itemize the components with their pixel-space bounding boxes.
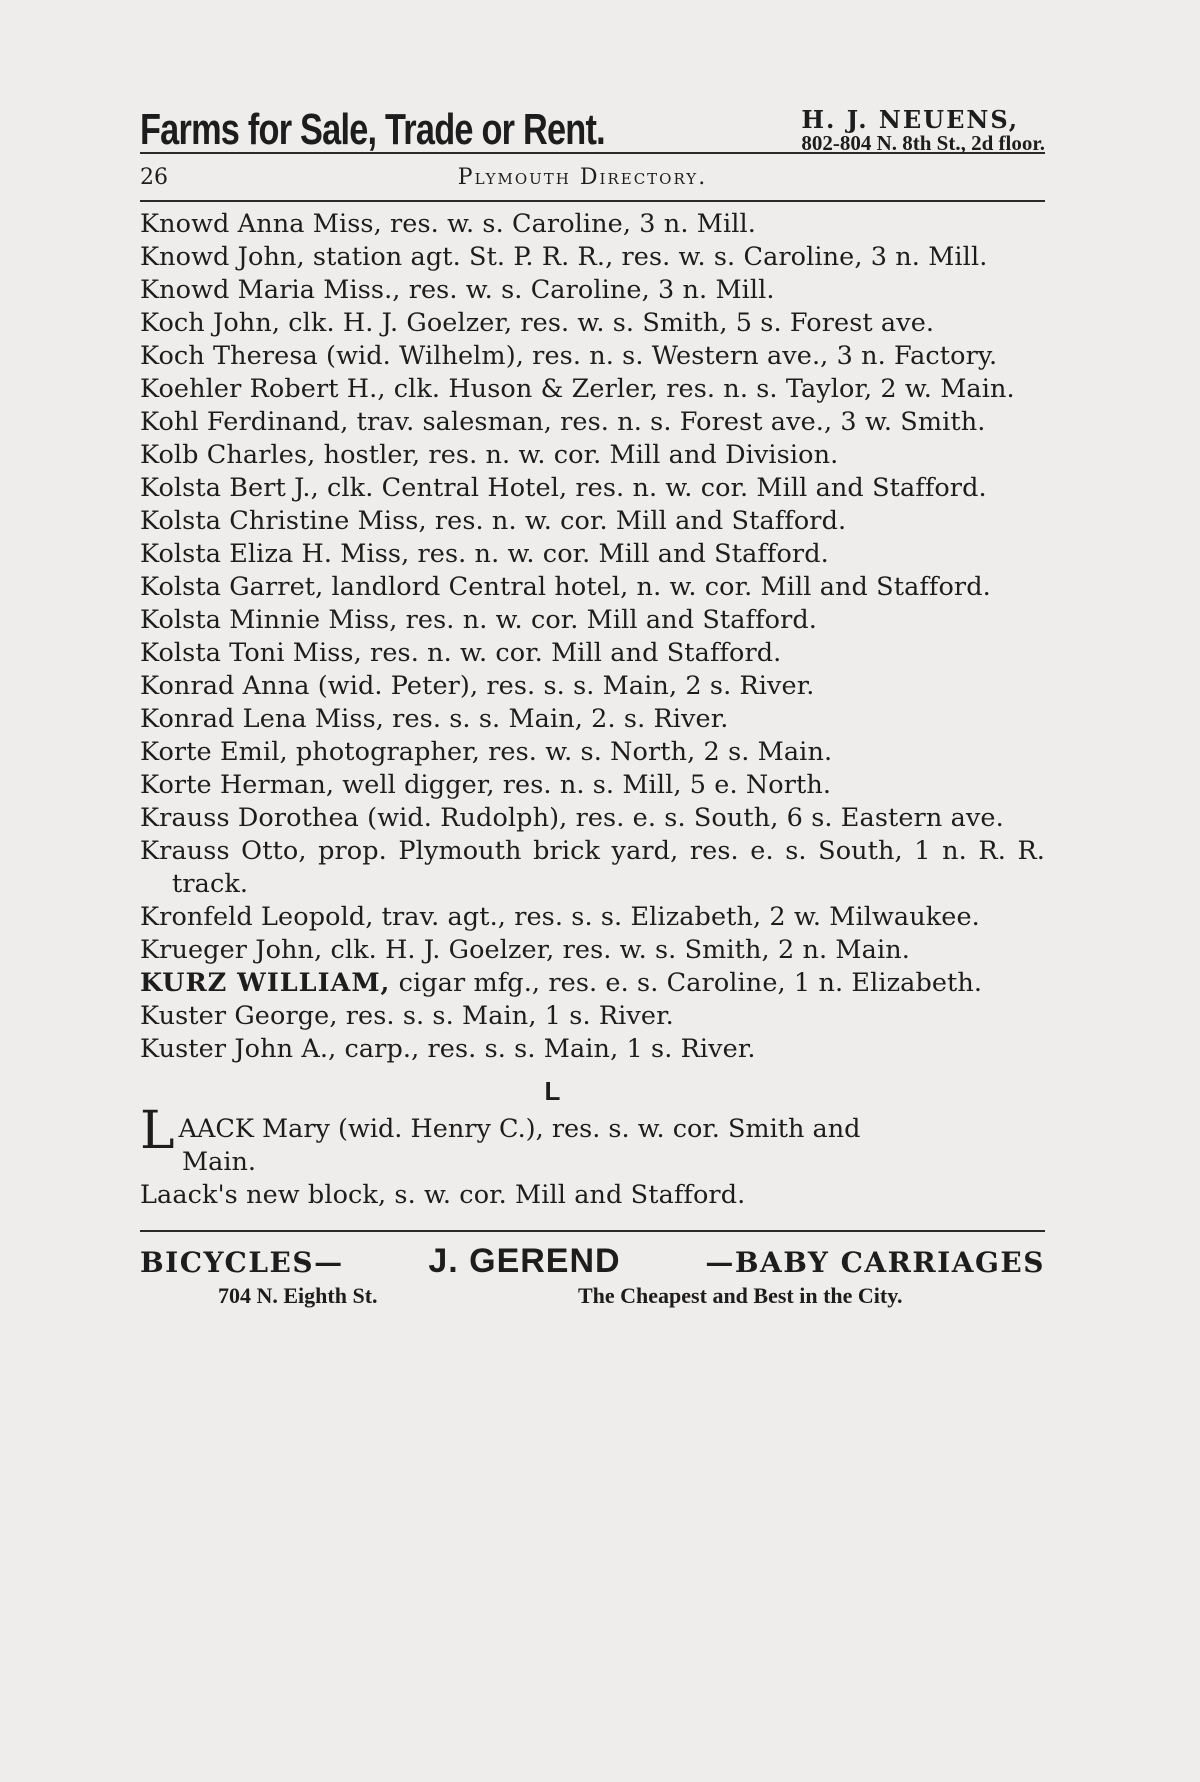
bottom-ad-subline [140,1283,1045,1309]
list-item: Korte Emil, photographer, res. w. s. North, 2 s. Main. [140,737,833,767]
ad-agent-address: 802-804 N. 8th St., 2d floor. [801,130,1045,155]
list-item: Kolsta Eliza H. Miss, res. n. w. cor. Mill and Stafford. [140,539,829,569]
laack-text: AACK Mary (wid. Henry C.), res. s. w. cor. Smith and [178,1114,861,1144]
list-item: Konrad Anna (wid. Peter), res. s. s. Main, 2 s. River. [140,671,815,701]
page-number: 26 [140,164,168,190]
list-item: Kolsta Christine Miss, res. n. w. cor. Mill and Stafford. [140,506,847,536]
list-item: Kolb Charles, hostler, res. n. w. cor. Mill and Division. [140,440,839,470]
list-item: Kuster John A., carp., res. s. s. Main, 1 s. River. [140,1034,756,1064]
directory-page [140,90,1045,1309]
kurz-details: cigar mfg., res. e. s. Caroline, 1 n. Elizabeth. [390,968,983,998]
list-item: Korte Herman, well digger, res. n. s. Mill, 5 e. North. [140,770,832,800]
page-header [140,154,1045,200]
list-item: Koch Theresa (wid. Wilhelm), res. n. s. Western ave., 3 n. Factory. [140,341,998,371]
bottom-ad-name: J. GEREND [428,1242,621,1280]
running-title: Plymouth Directory. [457,164,708,190]
list-item: Kohl Ferdinand, trav. salesman, res. n. s. Forest ave., 3 w. Smith. [140,407,986,437]
list-item: Koehler Robert H., clk. Huson & Zerler, res. n. s. Taylor, 2 w. Main. [140,374,1015,404]
bottom-ad-right: —BABY CARRIAGES [705,1246,1045,1279]
list-item: Krauss Dorothea (wid. Rudolph), res. e. s. South, 6 s. Eastern ave. [140,803,1004,833]
list-item: Konrad Lena Miss, res. s. s. Main, 2. s. River. [140,704,729,734]
laack-tail: Main. [182,1147,256,1177]
bottom-ad-slogan: The Cheapest and Best in the City. [578,1283,903,1308]
list-item: Kolsta Bert J., clk. Central Hotel, res. n. w. cor. Mill and Stafford. [140,473,987,503]
bottom-ad-left: BICYCLES— [140,1246,344,1279]
list-item: Kolsta Garret, landlord Central hotel, n. w. cor. Mill and Stafford. [140,572,991,602]
list-item: Krueger John, clk. H. J. Goelzer, res. w. s. Smith, 2 n. Main. [140,935,910,965]
drop-cap: L [140,1101,175,1161]
list-item: Knowd John, station agt. St. P. R. R., res. w. s. Caroline, 3 n. Mill. [140,242,988,272]
list-item: Kronfeld Leopold, trav. agt., res. s. s. Elizabeth, 2 w. Milwaukee. [140,902,980,932]
ad-headline: Farms for Sale, Trade or Rent. [140,105,605,154]
list-item-kurz [140,967,1045,1000]
section-letter: L [544,1076,561,1106]
list-item: Koch John, clk. H. J. Goelzer, res. w. s. Smith, 5 s. Forest ave. [140,308,935,338]
list-item: Krauss Otto, prop. Plymouth brick yard, res. e. s. South, 1 n. R. R. track. [140,836,1045,899]
kurz-name: KURZ WILLIAM, [140,968,391,998]
list-item: Kuster George, res. s. s. Main, 1 s. River. [140,1001,674,1031]
top-advertisement [140,90,1045,155]
directory-entries [140,208,1045,1066]
list-item: Kolsta Minnie Miss, res. n. w. cor. Mill and Stafford. [140,605,817,635]
list-item: Knowd Anna Miss, res. w. s. Caroline, 3 n. Mill. [140,209,756,239]
bottom-advertisement [140,1230,1045,1309]
bottom-ad-address: 704 N. Eighth St. [218,1283,378,1308]
header-rule [140,200,1045,202]
list-item: Laack's new block, s. w. cor. Mill and Stafford. [140,1180,746,1210]
list-item: Knowd Maria Miss., res. w. s. Caroline, 3 n. Mill. [140,275,775,305]
bottom-ad-headline [140,1242,1045,1281]
ad-agent-name: H. J. NEUENS, [801,104,1020,134]
list-item: Kolsta Toni Miss, res. n. w. cor. Mill and Stafford. [140,638,782,668]
ad-contact [801,104,1045,155]
list-item-laack [140,1101,1045,1179]
